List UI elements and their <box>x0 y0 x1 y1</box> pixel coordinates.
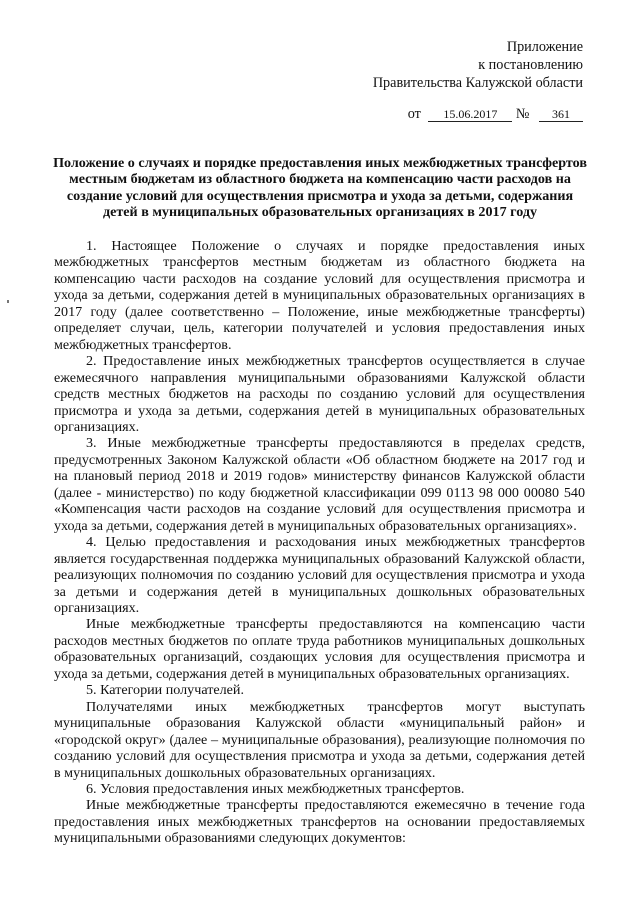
document-date: 15.06.2017 <box>428 107 512 122</box>
document-number: 361 <box>539 107 583 122</box>
appendix-line-1: Приложение <box>506 39 583 55</box>
date-number-line <box>408 106 583 123</box>
appendix-line-2: к постановлению <box>478 57 583 73</box>
appendix-header <box>373 38 583 92</box>
paragraph-6-continued: Иные межбюджетные трансферты предоставляются ежемесячно в течение года предоставления иных межбюджетных трансфертов на основании предоставляемых муниципальными образованиями следующих документов: <box>54 797 585 847</box>
paragraph-4: 4. Целью предоставления и расходования иных межбюджетных трансфертов является государственная поддержка муниципальных образований Калужской области, реализующих полномочия по созданию условий для осуществления присмотра и ухода за детьми и содержания детей в муниципальных дошкольных образовательных организациях. <box>54 534 585 616</box>
number-label: № <box>515 106 530 122</box>
scan-mark <box>7 300 9 303</box>
paragraph-1: 1. Настоящее Положение о случаях и порядке предоставления иных межбюджетных трансфертов местным бюджетам из областного бюджета на компенсацию части расходов на создание условий для осуществления присмотра и ухода за детьми, содержания детей в муниципальных образовательных организациях в 2017 году (далее соответственно – Положение, иные межбюджетные трансферты) определяет случаи, цель, категории получателей и условия предоставления иных межбюджетных трансфертов. <box>54 238 585 353</box>
paragraph-3: 3. Иные межбюджетные трансферты предоставляются в пределах средств, предусмотренных Законом Калужской области «Об областном бюджете на 2017 год и на плановый период 2018 и 2019 годов» министерству финансов Калужской области (далее - министерство) по коду бюджетной классификации 099 0113 98 000 00080 540 «Компенсация части расходов на создание условий для осуществления присмотра и ухода за детьми, содержания детей в муниципальных образовательных организациях». <box>54 435 585 534</box>
paragraph-6: 6. Условия предоставления иных межбюджетных трансфертов. <box>86 780 465 797</box>
document-title: Положение о случаях и порядке предоставления иных межбюджетных трансфертов местным бюджетам из областного бюджета на компенсацию части расходов на создание условий для осуществления присмотра и ухода за детьми, содержания детей в муниципальных образовательных организациях в 2017 году <box>53 155 587 221</box>
document-body <box>54 238 585 847</box>
paragraph-5-continued: Получателями иных межбюджетных трансфертов могут выступать муниципальные образования Калужской области «муниципальный район» и «городской округ» (далее – муниципальные образования), реализующие полномочия по созданию условий для осуществления присмотра и ухода за детьми, содержания детей в муниципальных дошкольных образовательных организациях. <box>54 698 585 781</box>
paragraph-2: 2. Предоставление иных межбюджетных трансфертов осуществляется в случае ежемесячного направления муниципальными образованиями Калужской области средств местных бюджетов на расходы по созданию условий для осуществления присмотра и ухода за детьми, содержания детей в муниципальных образовательных организациях. <box>54 353 585 435</box>
paragraph-4-continued: Иные межбюджетные трансферты предоставляются на компенсацию части расходов местных бюджетов по оплате труда работников муниципальных дошкольных образовательных организаций, создающих условия для осуществления присмотра и ухода за детьми, содержания детей в муниципальных образовательных организациях. <box>54 616 585 682</box>
appendix-line-3: Правительства Калужской области <box>372 75 583 91</box>
date-label: от <box>407 106 421 122</box>
paragraph-5: 5. Категории получателей. <box>86 682 244 699</box>
